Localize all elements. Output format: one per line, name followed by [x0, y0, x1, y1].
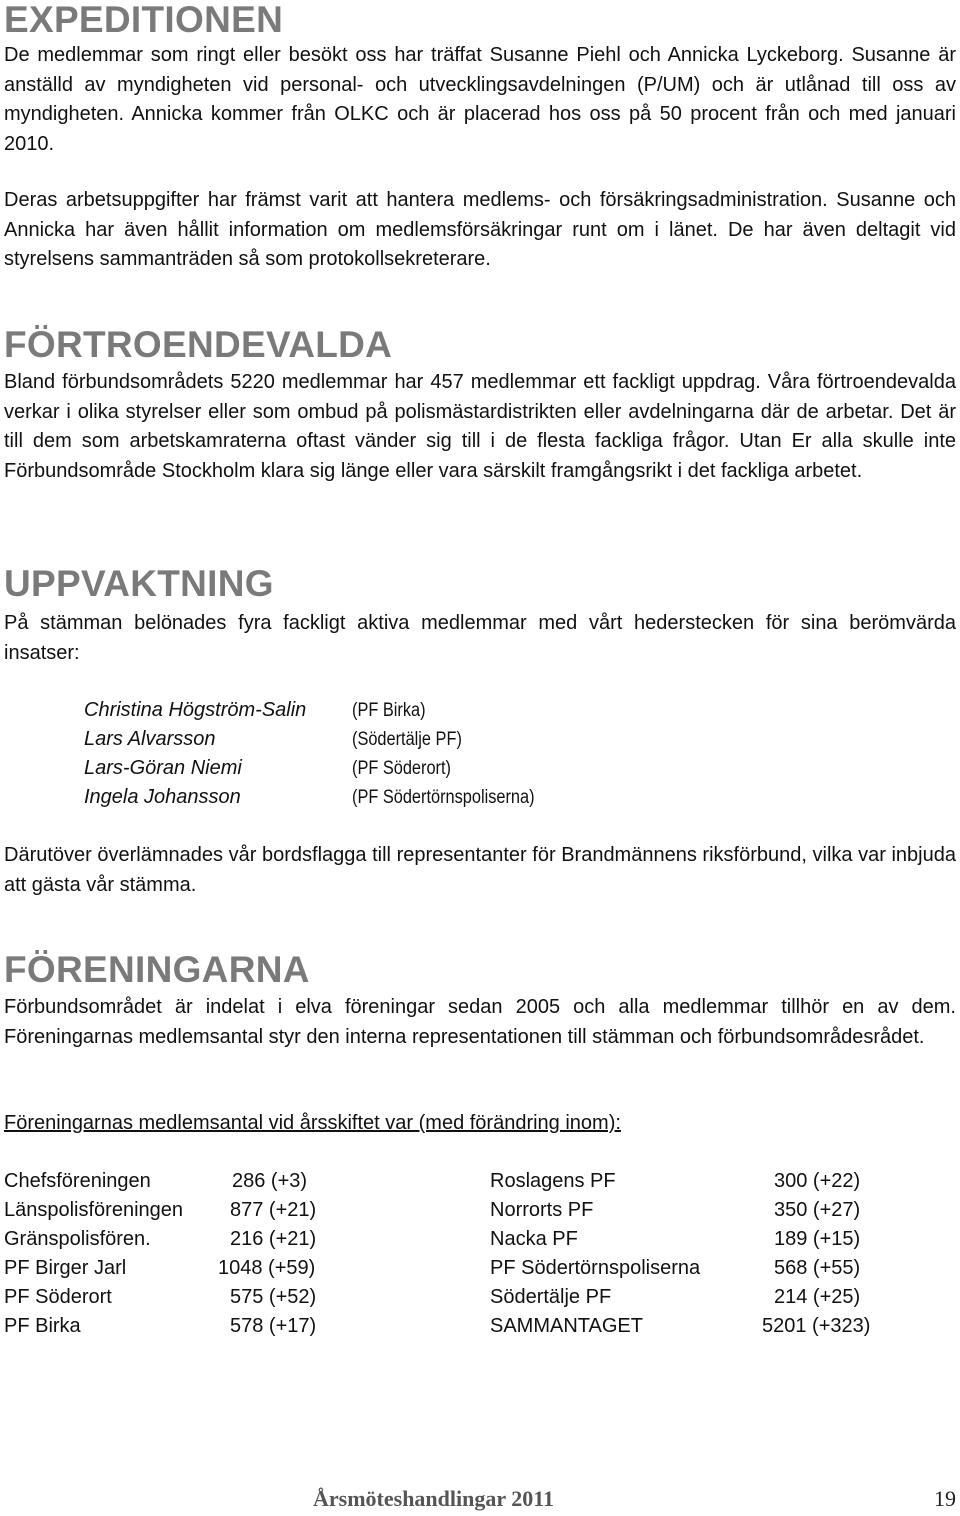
association-count: 300 (+22): [774, 1170, 861, 1192]
association-name: Södertälje PF: [490, 1286, 612, 1308]
association-name: PF Birger Jarl: [4, 1257, 127, 1279]
membership-table-caption: Föreningarnas medlemsantal vid årsskiftet var (med förändring inom):: [4, 1112, 621, 1134]
association-count: 578 (+17): [230, 1315, 317, 1337]
association-count: 5201 (+323): [762, 1315, 871, 1337]
footer-title: Årsmöteshandlingar 2011: [313, 1486, 555, 1511]
heading-fortroendevalda: FÖRTROENDEVALDA: [4, 324, 393, 365]
heading-foreningarna: FÖRENINGARNA: [4, 949, 310, 990]
heading-uppvaktning: UPPVAKTNING: [4, 563, 274, 604]
foreningarna-paragraph: Förbundsområdet är indelat i elva föreningar sedan 2005 och alla medlemmar tillhör en av dem. Föreningarnas medlemsantal styr den interna representationen till stämman och förbundsområdesrådet.: [4, 996, 956, 1048]
association-count: 350 (+27): [774, 1199, 861, 1221]
association-name: Länspolisföreningen: [4, 1199, 184, 1221]
association-name: PF Södertörnspoliserna: [490, 1257, 701, 1279]
association-count: 1048 (+59): [218, 1257, 316, 1279]
association-count: 568 (+55): [774, 1257, 861, 1279]
honoree-club: (PF Söderort): [352, 758, 451, 779]
association-count: 286 (+3): [232, 1170, 308, 1192]
association-count: 877 (+21): [230, 1199, 317, 1221]
honoree-club: (PF Södertörnspoliserna): [352, 787, 535, 808]
association-name: PF Birka: [4, 1315, 81, 1337]
association-name: Nacka PF: [490, 1228, 578, 1250]
association-count: 214 (+25): [774, 1286, 861, 1308]
association-count: 216 (+21): [230, 1228, 317, 1250]
association-name: SAMMANTAGET: [490, 1315, 643, 1337]
uppvaktning-paragraph-2: Därutöver överlämnades vår bordsflagga till representanter för Brandmännens riksförbund, vilka var inbjuda att gästa vår stämma.: [4, 844, 956, 896]
association-name: Norrorts PF: [490, 1199, 594, 1221]
honoree-name: Lars Alvarsson: [84, 728, 216, 750]
expeditionen-paragraph-1: De medlemmar som ringt eller besökt oss har träffat Susanne Piehl och Annicka Lyckeborg. Susanne är anställd av myndigheten vid personal- och utvecklingsavdelningen (P/UM) och är utlånad till oss av myndigheten. Annicka kommer från OLKC och är placerad hos oss på 50 procent från och med januari 2010.: [4, 44, 956, 155]
honoree-name: Christina Högström-Salin: [84, 699, 307, 721]
association-count: 575 (+52): [230, 1286, 317, 1308]
association-name: Roslagens PF: [490, 1170, 616, 1192]
association-name: PF Söderort: [4, 1286, 112, 1308]
honoree-name: Ingela Johansson: [84, 786, 241, 808]
fortroendevalda-paragraph: Bland förbundsområdets 5220 medlemmar har 457 medlemmar ett fackligt uppdrag. Våra förtroendevalda verkar i olika styrelser eller som ombud på polismästardistrikten eller avdelningarna där de arbetar. Det är till dem som arbetskamraterna oftast vänder sig till i de flesta fackliga frågor. Utan Er alla skulle inte Förbundsområde Stockholm klara sig länge eller vara särskilt framgångsrikt i det fackliga arbetet.: [4, 371, 956, 482]
honoree-club: (PF Birka): [352, 700, 426, 721]
association-count: 189 (+15): [774, 1228, 861, 1250]
association-name: Chefsföreningen: [4, 1170, 151, 1192]
honoree-club: (Södertälje PF): [352, 729, 462, 750]
page-number: 19: [934, 1486, 956, 1511]
heading-expeditionen: EXPEDITIONEN: [4, 0, 284, 40]
honoree-name: Lars-Göran Niemi: [84, 757, 242, 779]
uppvaktning-paragraph-1: På stämman belönades fyra fackligt aktiva medlemmar med vårt hederstecken för sina berömvärda insatser:: [4, 612, 956, 664]
association-name: Gränspolisfören.: [4, 1228, 151, 1250]
expeditionen-paragraph-2: Deras arbetsuppgifter har främst varit att hantera medlems- och försäkringsadministration. Susanne och Annicka har även hållit information om medlemsförsäkringar runt om i länet. De har även deltagit vid styrelsens sammanträden så som protokollsekreterare.: [4, 189, 956, 270]
